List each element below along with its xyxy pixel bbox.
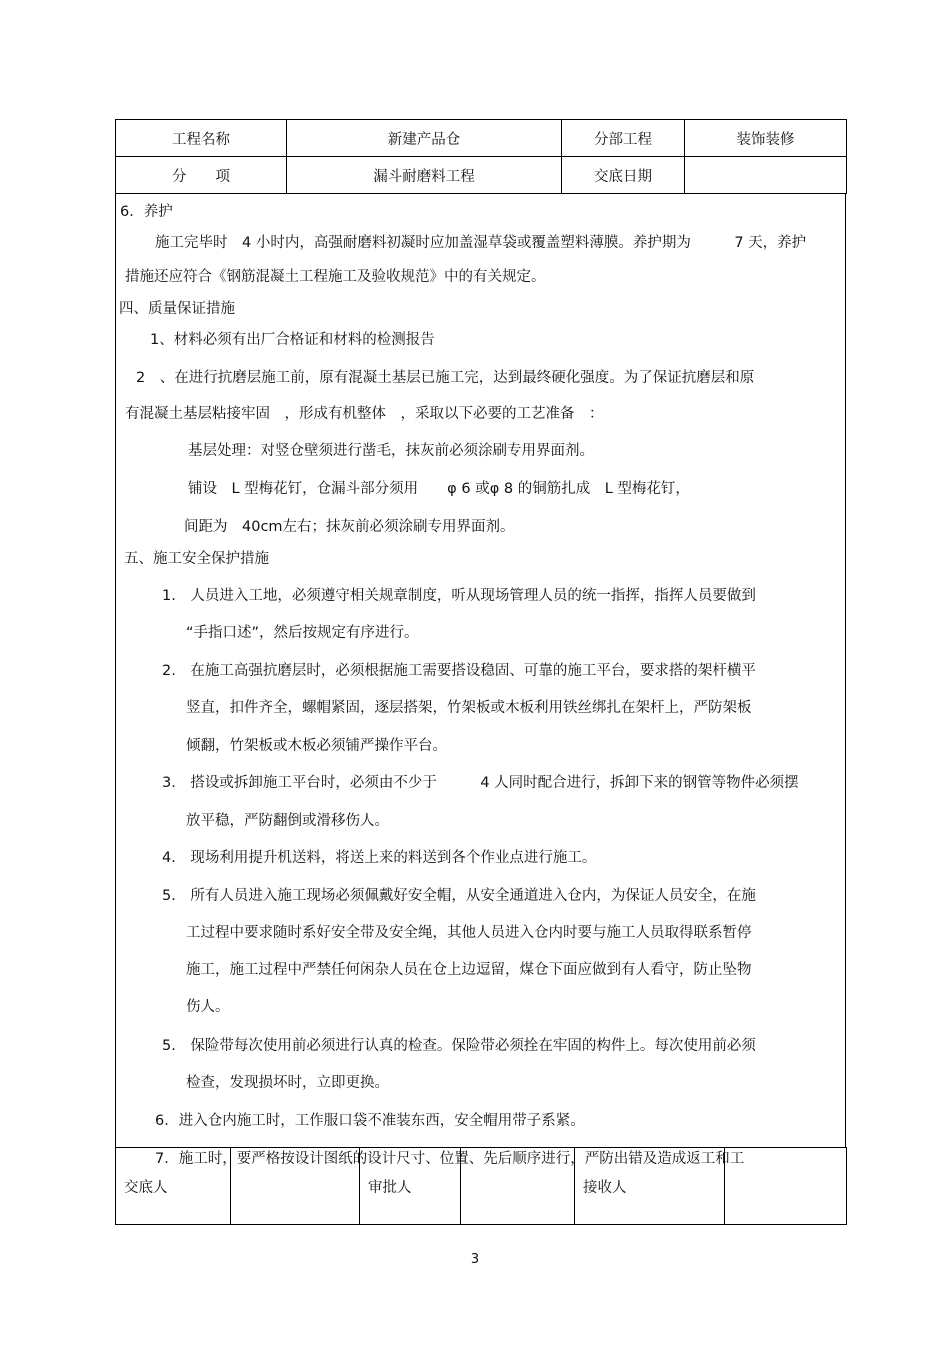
submitter-value xyxy=(231,1148,360,1225)
footer-row xyxy=(116,1148,847,1225)
content-line: 7．施工时，要严格按设计图纸的设计尺寸、位置、先后顺序进行，严防出错及造成返工和工 xyxy=(155,1151,745,1167)
approver-label: 审批人 xyxy=(360,1148,461,1225)
content-line: 检查，发现损坏时，立即更换。 xyxy=(186,1075,389,1091)
content-line: 放平稳，严防翻倒或滑移伤人。 xyxy=(186,813,389,829)
content-line: “手指口述”，然后按规定有序进行。 xyxy=(186,625,419,641)
project-name-value: 新建产品仓 xyxy=(287,120,562,157)
content-line: 2. 在施工高强抗磨层时，必须根据施工需要搭设稳固、可靠的施工平台，要求搭的架杆横平 xyxy=(162,663,756,679)
sub-project-value: 装饰装修 xyxy=(685,120,847,157)
item-label: 分 项 xyxy=(116,157,287,194)
content-line: 2 、在进行抗磨层施工前，原有混凝土基层已施工完，达到最终硬化强度。为了保证抗磨层和原 xyxy=(136,370,755,386)
content-line: 措施还应符合《钢筋混凝土工程施工及验收规范》中的有关规定。 xyxy=(125,269,546,285)
submitter-label: 交底人 xyxy=(116,1148,231,1225)
content-line: 6．养护 xyxy=(120,204,173,220)
content-line: 竖直，扣件齐全，螺帽紧固，逐层搭架，竹架板或木板利用铁丝绑扎在架杆上，严防架板 xyxy=(186,700,752,716)
content-line: 6．进入仓内施工时，工作服口袋不准装东西，安全帽用带子系紧。 xyxy=(155,1113,585,1129)
content-line: 基层处理：对竖仓壁须进行凿毛，抹灰前必须涂刷专用界面剂。 xyxy=(188,443,594,459)
header-row-1 xyxy=(116,120,847,157)
content-line: 5. 所有人员进入施工现场必须佩戴好安全帽，从安全通道进入仓内，为保证人员安全，在施 xyxy=(162,888,756,904)
content-line: 倾翻，竹架板或木板必须铺严操作平台。 xyxy=(186,738,447,754)
receiver-label: 接收人 xyxy=(575,1148,725,1225)
section-heading: 四、质量保证措施 xyxy=(119,301,235,317)
receiver-value xyxy=(725,1148,847,1225)
content-line: 4. 现场利用提升机送料，将送上来的料送到各个作业点进行施工。 xyxy=(162,850,597,866)
sub-project-label: 分部工程 xyxy=(562,120,685,157)
section-heading: 五、施工安全保护措施 xyxy=(124,551,269,567)
content-line: 5. 保险带每次使用前必须进行认真的检查。保险带必须拴在牢固的构件上。每次使用前必须 xyxy=(162,1038,756,1054)
content-line: 间距为 40cm左右；抹灰前必须涂刷专用界面剂。 xyxy=(184,519,515,535)
date-label: 交底日期 xyxy=(562,157,685,194)
footer-table xyxy=(115,1147,847,1225)
content-line: 工过程中要求随时系好安全带及安全绳，其他人员进入仓内时要与施工人员取得联系暂停 xyxy=(186,925,752,941)
content-line: 铺设 L 型梅花钉，仓漏斗部分须用 φ 6 或φ 8 的铜筋扎成 L 型梅花钉， xyxy=(188,481,690,497)
item-value: 漏斗耐磨料工程 xyxy=(287,157,562,194)
date-value xyxy=(685,157,847,194)
content-line: 1. 人员进入工地，必须遵守相关规章制度，听从现场管理人员的统一指挥，指挥人员要做到 xyxy=(162,588,756,604)
approver-value xyxy=(461,1148,575,1225)
content-line: 伤人。 xyxy=(186,999,230,1015)
content-line: 施工，施工过程中严禁任何闲杂人员在仓上边逗留，煤仓下面应做到有人看守，防止坠物 xyxy=(186,962,752,978)
content-line: 有混凝土基层粘接牢固 ，形成有机整体 ，采取以下必要的工艺准备 ： xyxy=(125,406,604,422)
page-number: 3 xyxy=(470,1252,480,1267)
header-table xyxy=(115,119,847,194)
content-line: 1、材料必须有出厂合格证和材料的检测报告 xyxy=(150,332,435,348)
content-line: 3. 搭设或拆卸施工平台时，必须由不少于 4 人同时配合进行，拆卸下来的钢管等物件必须摆 xyxy=(162,775,799,791)
content-line: 施工完毕时 4 小时内，高强耐磨料初凝时应加盖湿草袋或覆盖塑料薄膜。养护期为 7 天，养护 xyxy=(155,235,807,251)
header-row-2 xyxy=(116,157,847,194)
project-name-label: 工程名称 xyxy=(116,120,287,157)
